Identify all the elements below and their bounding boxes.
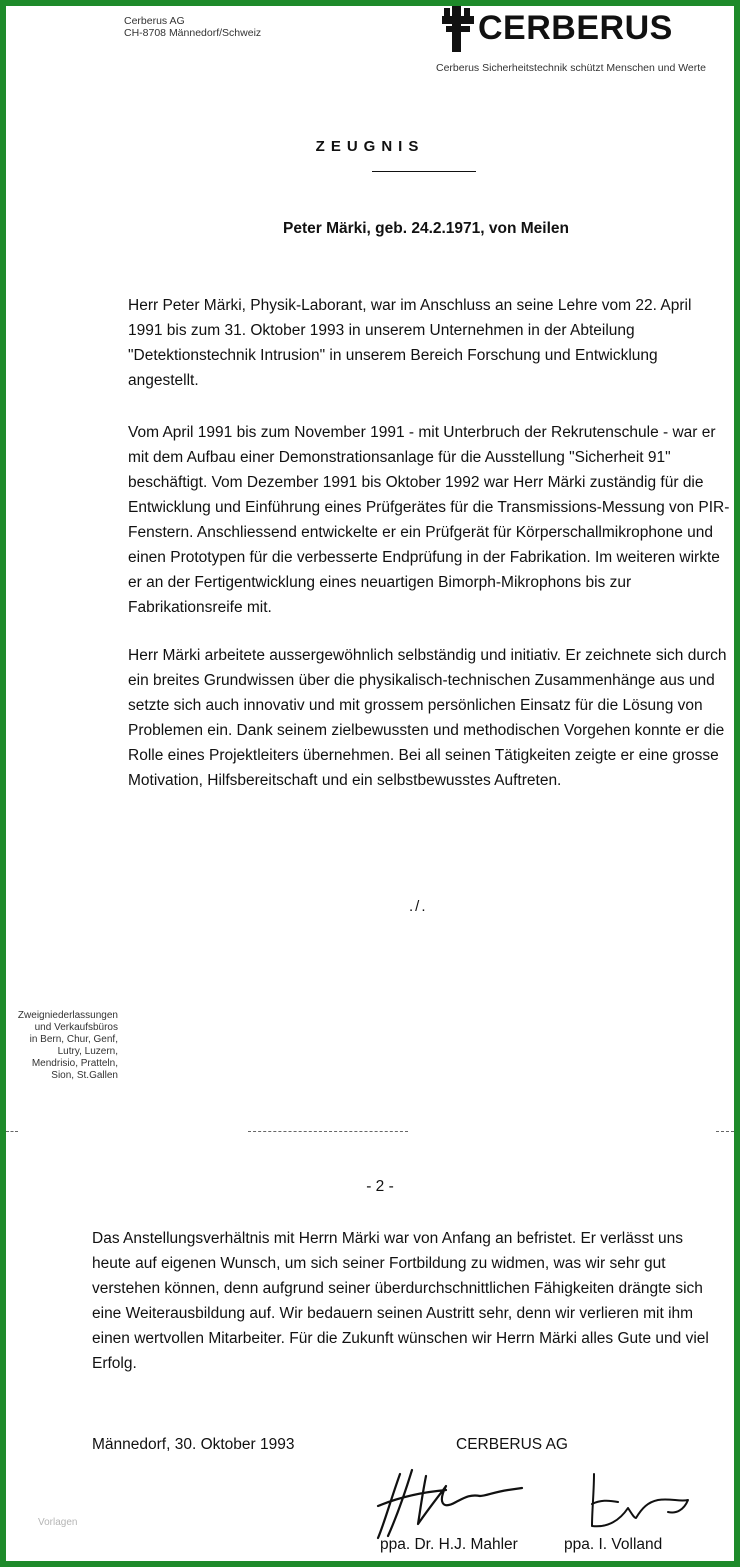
logo-wordmark: CERBERUS (478, 9, 673, 47)
signature-mahler (372, 1462, 532, 1540)
page-number: - 2 - (366, 1178, 394, 1195)
sender-location: CH-8708 Männedorf/Schweiz (124, 27, 262, 39)
company-slogan: Cerberus Sicherheitstechnik schützt Menschen und Werte (436, 62, 707, 74)
paragraph-assessment: Herr Märki arbeitete aussergewöhnlich selbständig und initiativ. Er zeichnete sich durch ein breites Grundwissen über die physikalisch-technischen Zusammenhänge aus und setzte sich auch innovativ und mit grossem persönlichen Einsatz für die Lösung von Problemen ein. Dank seinem zielbewussten und methodischen Vorgehen konnte er die Rolle eines Projektleiters übernehmen. Bei all seinen Tätigkeiten zeigte er eine grosse Motivation, Hilfsbereitschaft und ein selbstbewusstes Auftreten. (128, 647, 727, 789)
paragraph-closing: Das Anstellungsverhältnis mit Herrn Märki war von Anfang an befristet. Er verlässt uns heute auf eigenen Wunsch, um sich seiner Fortbildung zu widmen, was wir sehr gut verstehen können, denn aufgrund seiner überdurchschnittlichen Fähigkeiten drängte sich eine Weiterausbildung auf. Wir bedauern seinen Austritt sehr, denn wir verlieren mit ihm einen wertvollen Mitarbeiter. Für die Zukunft wünschen wir Herrn Märki alles Gute und viel Erfolg. (92, 1230, 709, 1372)
continuation-mark: ./. (409, 898, 428, 915)
page-break-divider (248, 1131, 408, 1132)
signature-volland (584, 1470, 692, 1532)
page-break-mark-right (716, 1131, 734, 1132)
signing-company: CERBERUS AG (456, 1436, 568, 1453)
branch-line: und Verkaufsbüros (34, 1022, 118, 1033)
signatory-mahler: ppa. Dr. H.J. Mahler (380, 1536, 518, 1553)
place-date: Männedorf, 30. Oktober 1993 (92, 1436, 295, 1453)
page-break-mark-left (6, 1131, 18, 1132)
document-title: ZEUGNIS (315, 138, 425, 155)
cerberus-emblem-icon (438, 6, 478, 52)
title-underline (372, 171, 476, 172)
sender-company: Cerberus AG (124, 15, 185, 27)
person-line: Peter Märki, geb. 24.2.1971, von Meilen (282, 220, 570, 237)
branch-line: Sion, St.Gallen (51, 1070, 118, 1081)
branch-line: in Bern, Chur, Genf, (29, 1034, 118, 1045)
paragraph-employment: Herr Peter Märki, Physik-Laborant, war im Anschluss an seine Lehre vom 22. April 1991 bis zum 31. Oktober 1993 in unserem Unternehmen in der Abteilung "Detektionstechnik Intrusion" in unserem Bereich Forschung und Entwicklung angestellt. (128, 297, 692, 389)
branch-line: Lutry, Luzern, (57, 1046, 118, 1057)
watermark: Vorlagen (38, 1517, 78, 1528)
branch-line: Zweigniederlassungen (17, 1010, 118, 1021)
cerberus-logo (438, 6, 722, 52)
signatory-volland: ppa. I. Volland (564, 1536, 663, 1553)
sender-address (124, 15, 261, 39)
branch-offices (6, 1010, 118, 1082)
paragraph-tasks: Vom April 1991 bis zum November 1991 - mit Unterbruch der Rekrutenschule - war er mit dem Aufbau einer Demonstrationsanlage für die Ausstellung "Sicherheit 91" beschäftigt. Vom Dezember 1991 bis Oktober 1992 war Herr Märki zuständig für die Entwicklung und Einführung eines Prüfgerätes für die Transmissions-Messung von PIR-Fenstern. Anschliessend entwickelte er ein Prüfgerät für Körperschallmikrophone und einen Prototypen für die verbesserte Endprüfung in der Fabrikation. Im weiteren wirkte er an der Fertigentwicklung eines neuartigen Bimorph-Mikrophons bis zur Fabrikationsreife mit. (128, 424, 730, 616)
branch-line: Mendrisio, Pratteln, (31, 1058, 118, 1069)
